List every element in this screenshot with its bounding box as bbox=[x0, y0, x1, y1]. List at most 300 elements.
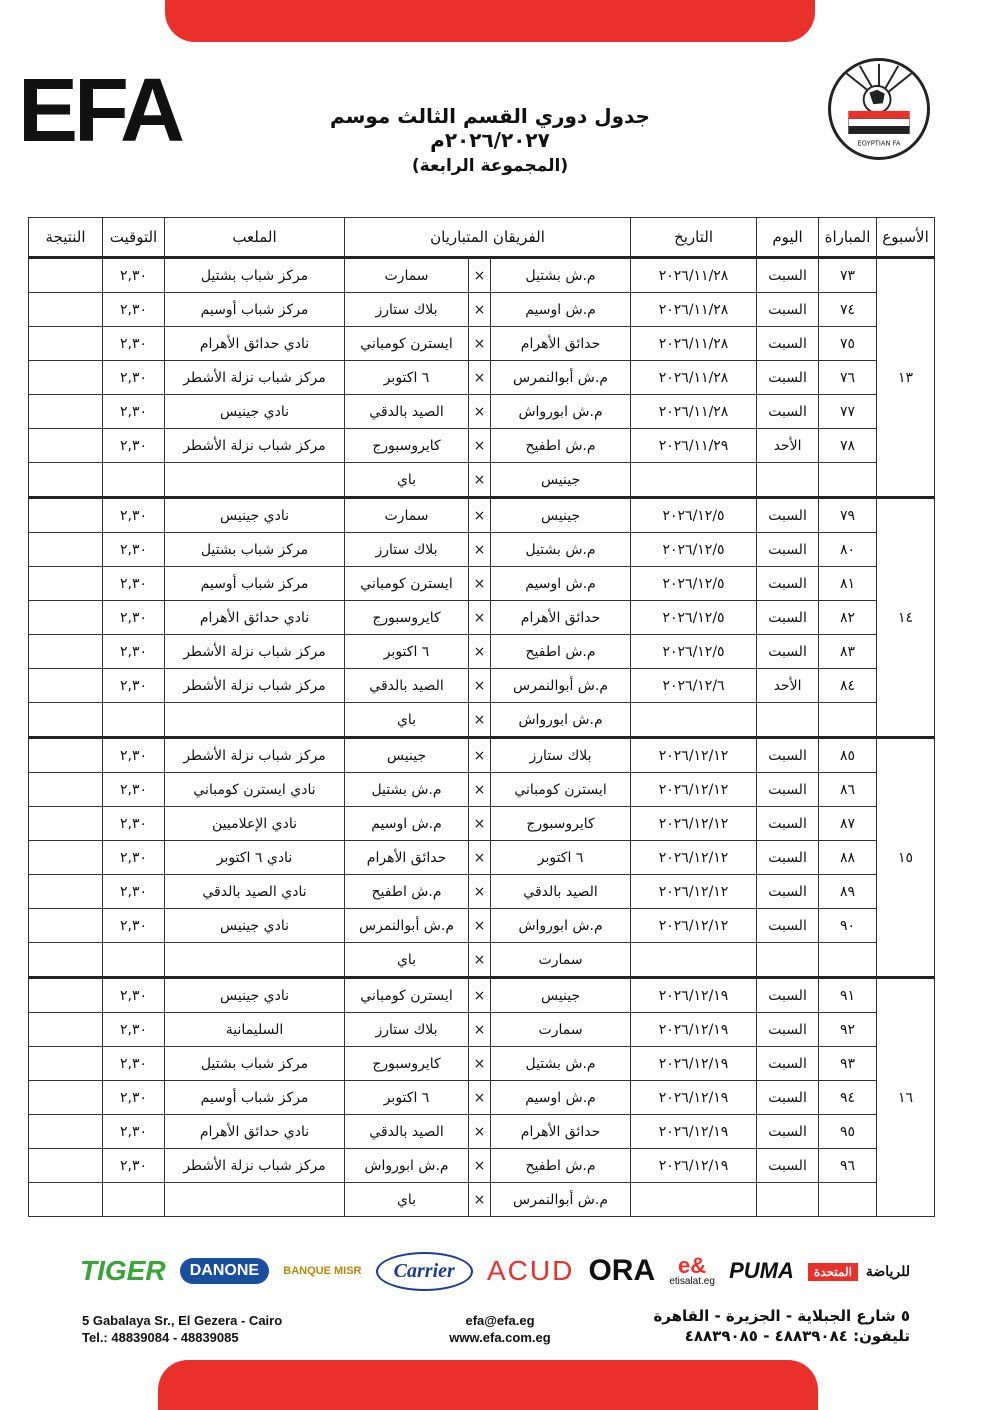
vs-cell: × bbox=[469, 463, 491, 498]
away-team-cell: سمارت bbox=[345, 258, 469, 293]
home-team-cell: م.ش ابورواش bbox=[491, 909, 631, 943]
match-cell: ٧٨ bbox=[819, 429, 877, 463]
table-row bbox=[29, 293, 935, 327]
day-cell: السبت bbox=[757, 738, 819, 773]
vs-cell: × bbox=[469, 1149, 491, 1183]
united-sports-logo bbox=[808, 1263, 910, 1280]
time-cell: ٢,٣٠ bbox=[103, 738, 165, 773]
date-cell: ٢٠٢٦/١١/٢٨ bbox=[631, 395, 757, 429]
table-row bbox=[29, 327, 935, 361]
table-row bbox=[29, 943, 935, 978]
day-cell: السبت bbox=[757, 533, 819, 567]
away-team-cell: بلاك ستارز bbox=[345, 1013, 469, 1047]
col-time-header: التوقيت bbox=[103, 218, 165, 258]
result-cell bbox=[29, 978, 103, 1013]
svg-text:EGYPTIAN FA: EGYPTIAN FA bbox=[857, 139, 901, 148]
day-cell bbox=[757, 703, 819, 738]
away-team-cell: الصيد بالدقي bbox=[345, 669, 469, 703]
vs-cell: × bbox=[469, 875, 491, 909]
table-row bbox=[29, 807, 935, 841]
result-cell bbox=[29, 361, 103, 395]
away-team-cell: بلاك ستارز bbox=[345, 293, 469, 327]
away-team-cell: الصيد بالدقي bbox=[345, 1115, 469, 1149]
home-team-cell: م.ش بشتيل bbox=[491, 533, 631, 567]
result-cell bbox=[29, 841, 103, 875]
home-team-cell: م.ش اوسيم bbox=[491, 293, 631, 327]
vs-cell: × bbox=[469, 567, 491, 601]
group-subtitle: (المجموعة الرابعة) bbox=[411, 156, 569, 176]
day-cell: الأحد bbox=[757, 429, 819, 463]
table-row bbox=[29, 463, 935, 498]
match-cell bbox=[819, 703, 877, 738]
match-cell: ٧٩ bbox=[819, 498, 877, 533]
day-cell: السبت bbox=[757, 567, 819, 601]
venue-cell: مركز شباب بشتيل bbox=[165, 533, 345, 567]
home-team-cell: م.ش اوسيم bbox=[491, 1081, 631, 1115]
away-team-cell: ايسترن كومباني bbox=[345, 567, 469, 601]
away-team-cell: م.ش اطفيح bbox=[345, 875, 469, 909]
fixtures-table bbox=[28, 217, 935, 1217]
home-team-cell: م.ش ابورواش bbox=[491, 703, 631, 738]
footer-address-ar bbox=[640, 1306, 910, 1346]
match-cell: ٧٦ bbox=[819, 361, 877, 395]
sponsor-strip bbox=[80, 1250, 910, 1292]
result-cell bbox=[29, 463, 103, 498]
result-cell bbox=[29, 943, 103, 978]
page-title: جدول دوري القسم الثالث موسم ٢٠٢٦/٢٠٢٧م bbox=[330, 104, 650, 152]
away-team-cell: باي bbox=[345, 463, 469, 498]
venue-cell: نادي حدائق الأهرام bbox=[165, 601, 345, 635]
table-row bbox=[29, 395, 935, 429]
result-cell bbox=[29, 773, 103, 807]
match-cell: ٨٦ bbox=[819, 773, 877, 807]
efa-logo: EFA bbox=[18, 61, 182, 161]
away-team-cell: جينيس bbox=[345, 738, 469, 773]
result-cell bbox=[29, 875, 103, 909]
footer-phone-line: Tel.: 48839084 - 48839085 bbox=[82, 1330, 239, 1345]
col-day-header: اليوم bbox=[757, 218, 819, 258]
table-row bbox=[29, 669, 935, 703]
match-cell: ٨٤ bbox=[819, 669, 877, 703]
acud-logo: ACUD bbox=[486, 1255, 575, 1286]
home-team-cell: سمارت bbox=[491, 943, 631, 978]
carrier-logo: Carrier bbox=[376, 1252, 473, 1291]
day-cell: السبت bbox=[757, 978, 819, 1013]
bottom-red-bar bbox=[158, 1360, 818, 1410]
match-cell: ٧٤ bbox=[819, 293, 877, 327]
away-team-cell: كايروسبورج bbox=[345, 429, 469, 463]
venue-cell: نادي جينيس bbox=[165, 909, 345, 943]
vs-cell: × bbox=[469, 498, 491, 533]
table-row bbox=[29, 978, 935, 1013]
vs-cell: × bbox=[469, 533, 491, 567]
home-team-cell: م.ش بشتيل bbox=[491, 1047, 631, 1081]
date-cell: ٢٠٢٦/١٢/١٢ bbox=[631, 773, 757, 807]
result-cell bbox=[29, 258, 103, 293]
time-cell: ٢,٣٠ bbox=[103, 567, 165, 601]
top-red-bar bbox=[165, 0, 815, 42]
day-cell: السبت bbox=[757, 601, 819, 635]
time-cell: ٢,٣٠ bbox=[103, 1115, 165, 1149]
home-team-cell: حدائق الأهرام bbox=[491, 327, 631, 361]
match-cell bbox=[819, 943, 877, 978]
time-cell: ٢,٣٠ bbox=[103, 978, 165, 1013]
time-cell: ٢,٣٠ bbox=[103, 773, 165, 807]
result-cell bbox=[29, 703, 103, 738]
home-team-cell: م.ش اطفيح bbox=[491, 1149, 631, 1183]
vs-cell: × bbox=[469, 293, 491, 327]
vs-cell: × bbox=[469, 258, 491, 293]
table-row bbox=[29, 533, 935, 567]
day-cell: السبت bbox=[757, 1013, 819, 1047]
danone-logo: DANONE bbox=[180, 1258, 269, 1284]
match-cell: ٨٢ bbox=[819, 601, 877, 635]
day-cell bbox=[757, 463, 819, 498]
result-cell bbox=[29, 498, 103, 533]
result-cell bbox=[29, 1149, 103, 1183]
away-team-cell: ٦ اكتوبر bbox=[345, 1081, 469, 1115]
result-cell bbox=[29, 1115, 103, 1149]
home-team-cell: ٦ اكتوبر bbox=[491, 841, 631, 875]
venue-cell bbox=[165, 943, 345, 978]
home-team-cell: م.ش أبوالنمرس bbox=[491, 361, 631, 395]
away-team-cell: كايروسبورج bbox=[345, 1047, 469, 1081]
home-team-cell: م.ش أبوالنمرس bbox=[491, 1183, 631, 1217]
vs-cell: × bbox=[469, 601, 491, 635]
match-cell: ٧٥ bbox=[819, 327, 877, 361]
ora-logo: ORA bbox=[588, 1254, 656, 1287]
date-cell: ٢٠٢٦/١٢/٥ bbox=[631, 601, 757, 635]
match-cell bbox=[819, 463, 877, 498]
footer-address-ar-line: ٥ شارع الجبلاية - الجزيرة - القاهرة bbox=[653, 1307, 910, 1325]
away-team-cell: الصيد بالدقي bbox=[345, 395, 469, 429]
venue-cell: مركز شباب نزلة الأشطر bbox=[165, 738, 345, 773]
vs-cell: × bbox=[469, 1081, 491, 1115]
date-cell: ٢٠٢٦/١٢/١٩ bbox=[631, 1115, 757, 1149]
result-cell bbox=[29, 601, 103, 635]
seal-emblem-icon bbox=[831, 61, 927, 157]
match-cell: ٨٩ bbox=[819, 875, 877, 909]
away-team-cell: سمارت bbox=[345, 498, 469, 533]
united-sports-badge: المتحدة bbox=[808, 1263, 858, 1281]
away-team-cell: باي bbox=[345, 703, 469, 738]
venue-cell: السليمانية bbox=[165, 1013, 345, 1047]
table-row bbox=[29, 1115, 935, 1149]
table-row bbox=[29, 429, 935, 463]
venue-cell: مركز شباب نزلة الأشطر bbox=[165, 635, 345, 669]
match-cell: ٨٠ bbox=[819, 533, 877, 567]
date-cell: ٢٠٢٦/١٢/٥ bbox=[631, 635, 757, 669]
result-cell bbox=[29, 395, 103, 429]
col-date-header: التاريخ bbox=[631, 218, 757, 258]
time-cell: ٢,٣٠ bbox=[103, 1081, 165, 1115]
result-cell bbox=[29, 807, 103, 841]
away-team-cell: م.ش اوسيم bbox=[345, 807, 469, 841]
match-cell: ٨١ bbox=[819, 567, 877, 601]
time-cell: ٢,٣٠ bbox=[103, 361, 165, 395]
footer-address-line: 5 Gabalaya Sr., El Gezera - Cairo bbox=[82, 1313, 283, 1328]
vs-cell: × bbox=[469, 635, 491, 669]
date-cell: ٢٠٢٦/١٢/١٢ bbox=[631, 909, 757, 943]
venue-cell: مركز شباب بشتيل bbox=[165, 258, 345, 293]
venue-cell: مركز شباب نزلة الأشطر bbox=[165, 1149, 345, 1183]
home-team-cell: ايسترن كومباني bbox=[491, 773, 631, 807]
away-team-cell: باي bbox=[345, 1183, 469, 1217]
tiger-logo: TIGER bbox=[80, 1255, 166, 1286]
table-row bbox=[29, 361, 935, 395]
day-cell: السبت bbox=[757, 1081, 819, 1115]
away-team-cell: ٦ اكتوبر bbox=[345, 361, 469, 395]
vs-cell: × bbox=[469, 1013, 491, 1047]
date-cell bbox=[631, 463, 757, 498]
venue-cell: نادي ايسترن كومباني bbox=[165, 773, 345, 807]
banque-misr-logo: BANQUE MISR bbox=[283, 1265, 362, 1277]
venue-cell bbox=[165, 703, 345, 738]
result-cell bbox=[29, 1081, 103, 1115]
table-row bbox=[29, 909, 935, 943]
day-cell: السبت bbox=[757, 1115, 819, 1149]
match-cell: ٨٨ bbox=[819, 841, 877, 875]
time-cell: ٢,٣٠ bbox=[103, 533, 165, 567]
venue-cell: نادي جينيس bbox=[165, 395, 345, 429]
home-team-cell: كايروسبورج bbox=[491, 807, 631, 841]
vs-cell: × bbox=[469, 703, 491, 738]
away-team-cell: باي bbox=[345, 943, 469, 978]
result-cell bbox=[29, 669, 103, 703]
date-cell: ٢٠٢٦/١٢/٥ bbox=[631, 498, 757, 533]
date-cell bbox=[631, 1183, 757, 1217]
match-cell: ٩١ bbox=[819, 978, 877, 1013]
result-cell bbox=[29, 533, 103, 567]
week-cell: ١٥ bbox=[877, 738, 935, 978]
home-team-cell: م.ش اطفيح bbox=[491, 429, 631, 463]
week-cell: ١٦ bbox=[877, 978, 935, 1217]
date-cell: ٢٠٢٦/١١/٢٨ bbox=[631, 327, 757, 361]
week-cell: ١٤ bbox=[877, 498, 935, 738]
home-team-cell: الصيد بالدقي bbox=[491, 875, 631, 909]
day-cell: السبت bbox=[757, 498, 819, 533]
time-cell bbox=[103, 1183, 165, 1217]
result-cell bbox=[29, 909, 103, 943]
time-cell: ٢,٣٠ bbox=[103, 1047, 165, 1081]
date-cell: ٢٠٢٦/١٢/١٩ bbox=[631, 1013, 757, 1047]
time-cell: ٢,٣٠ bbox=[103, 395, 165, 429]
day-cell: السبت bbox=[757, 327, 819, 361]
table-row bbox=[29, 738, 935, 773]
day-cell: السبت bbox=[757, 258, 819, 293]
day-cell: السبت bbox=[757, 875, 819, 909]
result-cell bbox=[29, 1013, 103, 1047]
venue-cell: مركز شباب أوسيم bbox=[165, 567, 345, 601]
col-result-header: النتيجة bbox=[29, 218, 103, 258]
away-team-cell: ٦ اكتوبر bbox=[345, 635, 469, 669]
footer-website[interactable]: www.efa.com.eg bbox=[449, 1330, 551, 1345]
time-cell: ٢,٣٠ bbox=[103, 601, 165, 635]
result-cell bbox=[29, 738, 103, 773]
etisalat-logo bbox=[669, 1255, 715, 1287]
table-row bbox=[29, 703, 935, 738]
vs-cell: × bbox=[469, 978, 491, 1013]
time-cell: ٢,٣٠ bbox=[103, 635, 165, 669]
vs-cell: × bbox=[469, 361, 491, 395]
venue-cell: نادي ٦ اكتوبر bbox=[165, 841, 345, 875]
vs-cell: × bbox=[469, 395, 491, 429]
match-cell bbox=[819, 1183, 877, 1217]
table-row bbox=[29, 1183, 935, 1217]
venue-cell: نادي حدائق الأهرام bbox=[165, 327, 345, 361]
date-cell: ٢٠٢٦/١١/٢٨ bbox=[631, 293, 757, 327]
vs-cell: × bbox=[469, 773, 491, 807]
date-cell bbox=[631, 703, 757, 738]
time-cell: ٢,٣٠ bbox=[103, 1149, 165, 1183]
day-cell: السبت bbox=[757, 361, 819, 395]
away-team-cell: حدائق الأهرام bbox=[345, 841, 469, 875]
away-team-cell: بلاك ستارز bbox=[345, 533, 469, 567]
time-cell: ٢,٣٠ bbox=[103, 258, 165, 293]
home-team-cell: سمارت bbox=[491, 1013, 631, 1047]
date-cell: ٢٠٢٦/١٢/١٢ bbox=[631, 738, 757, 773]
result-cell bbox=[29, 1183, 103, 1217]
vs-cell: × bbox=[469, 429, 491, 463]
home-team-cell: م.ش بشتيل bbox=[491, 258, 631, 293]
match-cell: ٩٢ bbox=[819, 1013, 877, 1047]
date-cell: ٢٠٢٦/١٢/١٢ bbox=[631, 841, 757, 875]
match-cell: ٩٦ bbox=[819, 1149, 877, 1183]
vs-cell: × bbox=[469, 841, 491, 875]
home-team-cell: جينيس bbox=[491, 463, 631, 498]
time-cell bbox=[103, 463, 165, 498]
home-team-cell: م.ش أبوالنمرس bbox=[491, 669, 631, 703]
table-row bbox=[29, 567, 935, 601]
vs-cell: × bbox=[469, 1047, 491, 1081]
vs-cell: × bbox=[469, 943, 491, 978]
time-cell: ٢,٣٠ bbox=[103, 429, 165, 463]
footer-address-en bbox=[82, 1312, 282, 1346]
home-team-cell: حدائق الأهرام bbox=[491, 1115, 631, 1149]
week-cell: ١٣ bbox=[877, 258, 935, 498]
date-cell: ٢٠٢٦/١٢/١٩ bbox=[631, 1047, 757, 1081]
venue-cell: نادي الإعلاميين bbox=[165, 807, 345, 841]
venue-cell bbox=[165, 463, 345, 498]
venue-cell: مركز شباب نزلة الأشطر bbox=[165, 361, 345, 395]
day-cell: السبت bbox=[757, 841, 819, 875]
time-cell: ٢,٣٠ bbox=[103, 807, 165, 841]
table-row bbox=[29, 258, 935, 293]
day-cell: السبت bbox=[757, 807, 819, 841]
venue-cell: نادي الصيد بالدقي bbox=[165, 875, 345, 909]
match-cell: ٨٥ bbox=[819, 738, 877, 773]
day-cell: السبت bbox=[757, 293, 819, 327]
match-cell: ٩٥ bbox=[819, 1115, 877, 1149]
day-cell: السبت bbox=[757, 909, 819, 943]
footer-phone-ar-line: تليفون: ٤٨٨٣٩٠٨٤ - ٤٨٨٣٩٠٨٥ bbox=[684, 1327, 910, 1345]
day-cell: السبت bbox=[757, 1149, 819, 1183]
result-cell bbox=[29, 1047, 103, 1081]
vs-cell: × bbox=[469, 1115, 491, 1149]
result-cell bbox=[29, 293, 103, 327]
venue-cell: نادي جينيس bbox=[165, 498, 345, 533]
time-cell: ٢,٣٠ bbox=[103, 498, 165, 533]
time-cell: ٢,٣٠ bbox=[103, 669, 165, 703]
venue-cell: مركز شباب أوسيم bbox=[165, 293, 345, 327]
etisalat-subtext: etisalat.eg bbox=[669, 1276, 715, 1287]
time-cell bbox=[103, 943, 165, 978]
day-cell bbox=[757, 943, 819, 978]
time-cell: ٢,٣٠ bbox=[103, 841, 165, 875]
day-cell: السبت bbox=[757, 773, 819, 807]
date-cell: ٢٠٢٦/١٢/١٩ bbox=[631, 1149, 757, 1183]
home-team-cell: حدائق الأهرام bbox=[491, 601, 631, 635]
time-cell: ٢,٣٠ bbox=[103, 327, 165, 361]
table-row bbox=[29, 875, 935, 909]
day-cell: السبت bbox=[757, 1047, 819, 1081]
vs-cell: × bbox=[469, 738, 491, 773]
home-team-cell: بلاك ستارز bbox=[491, 738, 631, 773]
vs-cell: × bbox=[469, 807, 491, 841]
egyptian-fa-seal-logo bbox=[828, 58, 930, 160]
away-team-cell: ايسترن كومباني bbox=[345, 978, 469, 1013]
date-cell: ٢٠٢٦/١١/٢٩ bbox=[631, 429, 757, 463]
col-teams-header: الفريقان المتباريان bbox=[345, 218, 631, 258]
day-cell: الأحد bbox=[757, 669, 819, 703]
home-team-cell: جينيس bbox=[491, 498, 631, 533]
match-cell: ٧٣ bbox=[819, 258, 877, 293]
table-header-row bbox=[29, 218, 935, 258]
col-match-header: المباراة bbox=[819, 218, 877, 258]
venue-cell: نادي حدائق الأهرام bbox=[165, 1115, 345, 1149]
fixtures-body bbox=[29, 258, 935, 1217]
result-cell bbox=[29, 567, 103, 601]
result-cell bbox=[29, 635, 103, 669]
day-cell: السبت bbox=[757, 635, 819, 669]
match-cell: ٩٣ bbox=[819, 1047, 877, 1081]
col-week-header: الأسبوع bbox=[877, 218, 935, 258]
table-row bbox=[29, 1013, 935, 1047]
date-cell: ٢٠٢٦/١١/٢٨ bbox=[631, 258, 757, 293]
home-team-cell: م.ش اوسيم bbox=[491, 567, 631, 601]
puma-logo: PUMA bbox=[729, 1258, 794, 1283]
venue-cell: مركز شباب نزلة الأشطر bbox=[165, 429, 345, 463]
col-venue-header: الملعب bbox=[165, 218, 345, 258]
date-cell: ٢٠٢٦/١٢/١٢ bbox=[631, 807, 757, 841]
table-row bbox=[29, 498, 935, 533]
venue-cell: مركز شباب نزلة الأشطر bbox=[165, 669, 345, 703]
table-row bbox=[29, 773, 935, 807]
away-team-cell: ايسترن كومباني bbox=[345, 327, 469, 361]
venue-cell: نادي جينيس bbox=[165, 978, 345, 1013]
date-cell: ٢٠٢٦/١٢/١٢ bbox=[631, 875, 757, 909]
table-row bbox=[29, 601, 935, 635]
footer-email[interactable]: efa@efa.eg bbox=[465, 1313, 535, 1328]
table-row bbox=[29, 1149, 935, 1183]
time-cell: ٢,٣٠ bbox=[103, 909, 165, 943]
time-cell: ٢,٣٠ bbox=[103, 875, 165, 909]
date-cell: ٢٠٢٦/١٢/١٩ bbox=[631, 978, 757, 1013]
date-cell: ٢٠٢٦/١٢/٦ bbox=[631, 669, 757, 703]
date-cell: ٢٠٢٦/١٢/١٩ bbox=[631, 1081, 757, 1115]
vs-cell: × bbox=[469, 327, 491, 361]
time-cell: ٢,٣٠ bbox=[103, 293, 165, 327]
date-cell: ٢٠٢٦/١٢/٥ bbox=[631, 533, 757, 567]
footer-contact bbox=[420, 1312, 580, 1346]
table-row bbox=[29, 1081, 935, 1115]
home-team-cell: م.ش اطفيح bbox=[491, 635, 631, 669]
table-row bbox=[29, 1047, 935, 1081]
venue-cell bbox=[165, 1183, 345, 1217]
venue-cell: مركز شباب أوسيم bbox=[165, 1081, 345, 1115]
etisalat-mark: e& bbox=[678, 1253, 707, 1278]
date-cell: ٢٠٢٦/١١/٢٨ bbox=[631, 361, 757, 395]
